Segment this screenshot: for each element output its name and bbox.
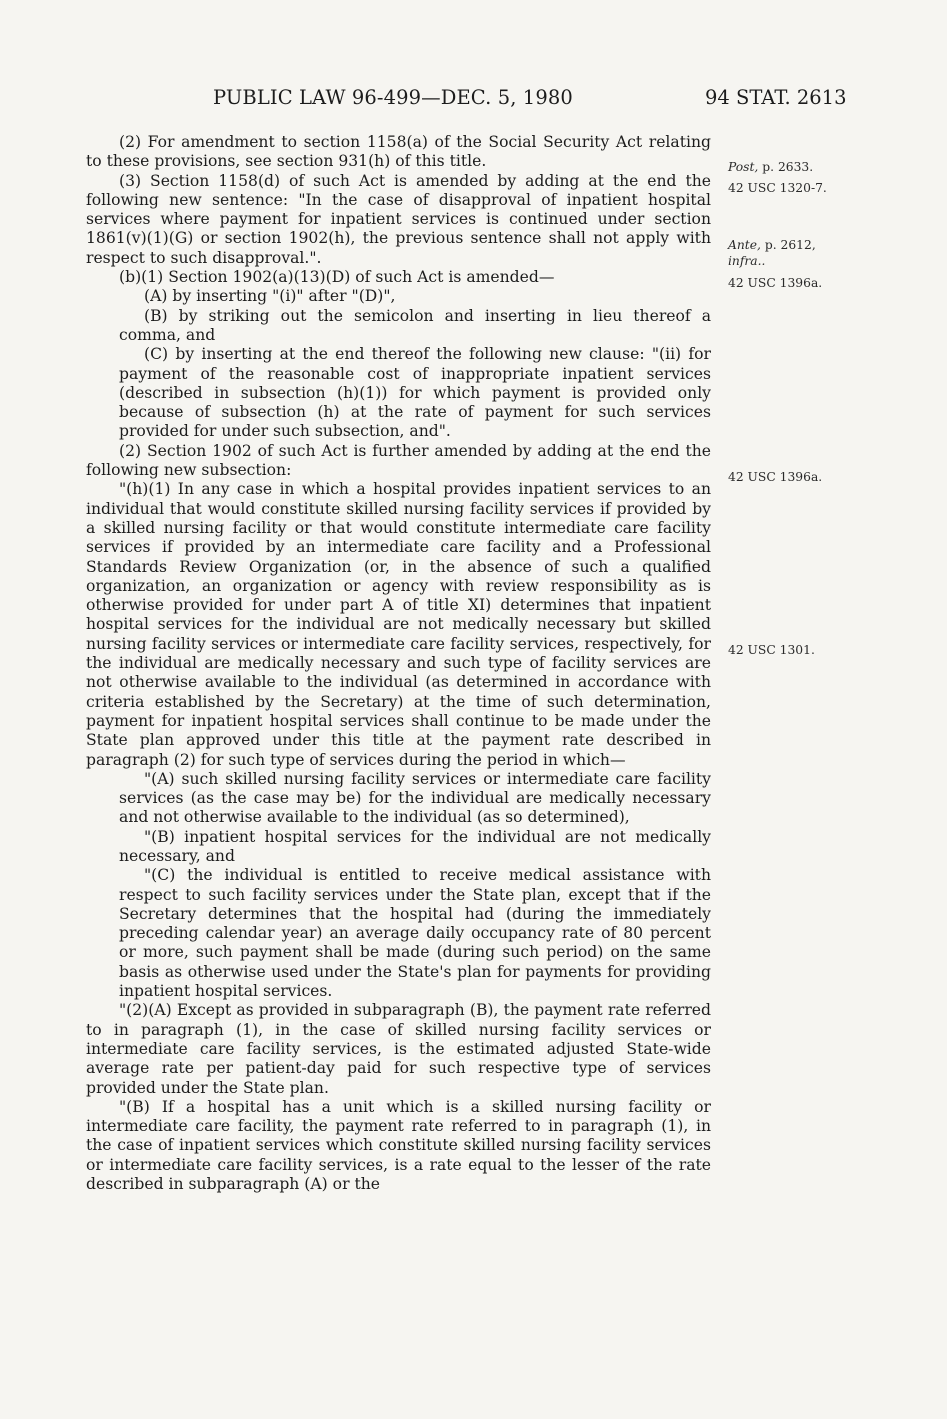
header-stat-page: 94 STAT. 2613 bbox=[705, 86, 847, 109]
paragraph: "(B) If a hospital has a unit which is a skilled nursing facility or intermediate care facility, the payment rate referred to in paragraph (1), in the case of inpatient services which constitute skilled nursing facility services or intermediate care facility services, is a rate equal to the lesser of the rate described in subparagraph (A) or the bbox=[86, 1097, 711, 1194]
margin-note-ante-page: p. 2612, bbox=[760, 238, 816, 252]
margin-note-ante bbox=[728, 238, 816, 253]
header-title: PUBLIC LAW 96-499—DEC. 5, 1980 bbox=[213, 86, 573, 109]
paragraph: (A) by inserting "(i)" after "(D)", bbox=[144, 287, 396, 306]
margin-note-infra: infra.. bbox=[728, 254, 766, 268]
paragraph: (B) by striking out the semicolon and inserting in lieu thereof a comma, and bbox=[119, 306, 711, 344]
paragraph: "(B) inpatient hospital services for the individual are not medically necessary, and bbox=[119, 827, 711, 865]
margin-note-post bbox=[728, 160, 813, 175]
margin-note-ante-label: Ante, bbox=[728, 238, 761, 252]
paragraph: (2) For amendment to section 1158(a) of the Social Security Act relating to these provisions, see section 931(h) of this title. bbox=[86, 133, 711, 171]
paragraph: (2) Section 1902 of such Act is further amended by adding at the end the following new subsection: bbox=[86, 441, 711, 480]
margin-note-usc-1396a: 42 USC 1396a. bbox=[728, 276, 823, 290]
paragraph: (3) Section 1158(d) of such Act is amended by adding at the end the following new sentence: "In the case of disapproval of inpatient hospital services where payment for inpatient services is continued under section 1861(v)(1)(G) or section 1902(h), the previous sentence shall not apply with respect to such disapproval.". bbox=[86, 171, 711, 267]
page-header bbox=[0, 86, 947, 116]
paragraph: "(A) such skilled nursing facility services or intermediate care facility services (as the case may be) for the individual are medically necessary and not otherwise available to the individual (as so determined), bbox=[119, 769, 711, 827]
margin-note-post-page: p. 2633. bbox=[758, 160, 814, 174]
paragraph: "(h)(1) In any case in which a hospital provides inpatient services to an individual that would constitute skilled nursing facility services if provided by a skilled nursing facility or that would constitute intermediate care facility services if provided by an intermediate care facility and a Professional Standards Review Organization (or, in the absence of such a qualified organization, an organization or agency with review responsibility as is otherwise provided for under part A of title XI) determines that inpatient hospital services for the individual are not medically necessary but skilled nursing facility services or intermediate care facility services, respectively, for the individual are medically necessary and such type of facility services are not otherwise available to the individual (as determined in accordance with criteria established by the Secretary) at the time of such determination, payment for inpatient hospital services shall continue to be made under the State plan approved under this title at the payment rate described in paragraph (2) for such type of services during the period in which— bbox=[86, 480, 711, 769]
margin-note-post-label: Post, bbox=[728, 160, 759, 174]
paragraph: "(C) the individual is entitled to receive medical assistance with respect to such facility services under the State plan, except that if the Secretary determines that the hospital had (during the immediately preceding calendar year) an average daily occupancy rate of 80 percent or more, such payment shall be made (during such period) on the same basis as otherwise used under the State's plan for payments for providing inpatient hospital services. bbox=[119, 866, 711, 1001]
paragraph: (C) by inserting at the end thereof the following new clause: "(ii) for payment of the reasonable cost of inappropriate inpatient services (described in subsection (h)(1)) for which payment is provided only because of subsection (h) at the rate of payment for such services provided for under such subsection, and". bbox=[119, 345, 711, 441]
paragraph: "(2)(A) Except as provided in subparagraph (B), the payment rate referred to in paragraph (1), in the case of skilled nursing facility services or intermediate care facility services, is the estimated adjusted State-wide average rate per patient-day paid for such respective type of services provided under the State plan. bbox=[86, 1001, 711, 1097]
margin-note-usc-1301: 42 USC 1301. bbox=[728, 643, 815, 657]
body-text bbox=[86, 133, 711, 1194]
margin-note-usc-1396a-second: 42 USC 1396a. bbox=[728, 470, 823, 484]
paragraph: (b)(1) Section 1902(a)(13)(D) of such Act is amended— bbox=[119, 268, 555, 287]
margin-note-usc-1320-7: 42 USC 1320-7. bbox=[728, 181, 827, 195]
